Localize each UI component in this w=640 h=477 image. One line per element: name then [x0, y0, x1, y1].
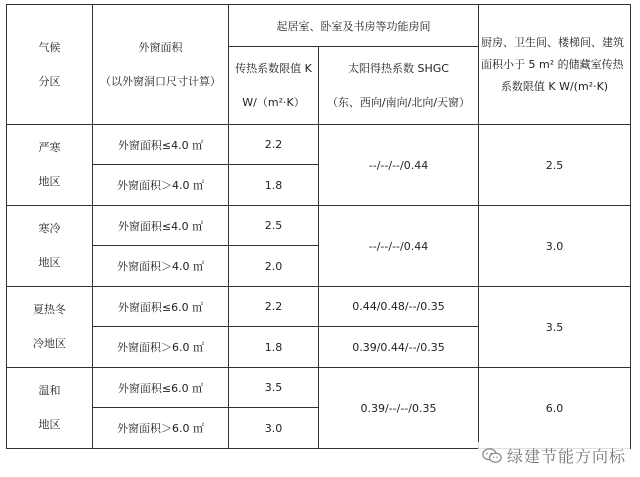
zone-cell: [7, 287, 93, 368]
table-row: [7, 368, 631, 408]
header-other-rooms-line2: 面积小于 5 m² 的储藏室传热: [481, 57, 624, 71]
k-value-cell: 1.8: [229, 327, 319, 368]
zone-line2: 地区: [38, 256, 61, 269]
header-k-limit: [229, 47, 319, 125]
window-area-cell: 外窗面积＞4.0 ㎡: [93, 246, 229, 287]
shgc-cell: --/--/--/0.44: [319, 206, 479, 287]
zone-line1: 寒冷: [38, 222, 61, 235]
k-value-cell: 2.5: [229, 206, 319, 246]
header-shgc: [319, 47, 479, 125]
window-area-cell: 外窗面积＞6.0 ㎡: [93, 408, 229, 449]
zone-line1: 温和: [38, 384, 61, 397]
window-area-cell: 外窗面积＞4.0 ㎡: [93, 165, 229, 206]
shgc-cell: --/--/--/0.44: [319, 125, 479, 206]
k-value-cell: 3.0: [229, 408, 319, 449]
other-k-cell: 6.0: [479, 368, 631, 449]
header-window-area-line1: 外窗面积: [138, 40, 183, 54]
zone-line2: 冷地区: [33, 337, 66, 350]
table-row: [7, 125, 631, 165]
k-value-cell: 2.0: [229, 246, 319, 287]
other-k-cell: 3.0: [479, 206, 631, 287]
header-k-limit-line2: W/（m²·K）: [242, 95, 305, 109]
zone-cell: [7, 368, 93, 449]
window-area-cell: 外窗面积≤6.0 ㎡: [93, 287, 229, 327]
header-window-area-line2: （以外窗洞口尺寸计算）: [100, 74, 221, 88]
header-other-rooms-line3: 系数限值 K W/(m²·K): [500, 79, 609, 93]
shgc-cell: 0.39/0.44/--/0.35: [319, 327, 479, 368]
zone-line1: 严寒: [38, 141, 61, 154]
zone-line2: 地区: [38, 175, 61, 188]
window-area-cell: 外窗面积≤4.0 ㎡: [93, 206, 229, 246]
header-climate-zone-line1: 气候: [38, 40, 61, 54]
zone-line1: 夏热冬: [33, 303, 66, 316]
header-climate-zone: [7, 5, 93, 125]
zone-line2: 地区: [38, 418, 61, 431]
header-other-rooms: [479, 5, 631, 125]
k-value-cell: 2.2: [229, 125, 319, 165]
header-shgc-line2: （东、西向/南向/北向/天窗）: [326, 95, 471, 109]
header-shgc-line1: 太阳得热系数 SHGC: [348, 61, 449, 75]
window-area-cell: 外窗面积＞6.0 ㎡: [93, 327, 229, 368]
shgc-cell: 0.44/0.48/--/0.35: [319, 287, 479, 327]
table-row: [7, 206, 631, 246]
thermal-standards-table: [6, 4, 631, 449]
watermark-text: 绿建节能方向标: [506, 447, 626, 466]
k-value-cell: 2.2: [229, 287, 319, 327]
header-k-limit-line1: 传热系数限值 K: [235, 61, 312, 75]
window-area-cell: 外窗面积≤4.0 ㎡: [93, 125, 229, 165]
k-value-cell: 3.5: [229, 368, 319, 408]
table-row: [7, 287, 631, 327]
zone-cell: [7, 125, 93, 206]
other-k-cell: 3.5: [479, 287, 631, 368]
header-living-rooms: 起居室、卧室及书房等功能房间: [229, 5, 479, 47]
header-row-1: [7, 5, 631, 47]
header-climate-zone-line2: 分区: [38, 74, 61, 88]
header-window-area: [93, 5, 229, 125]
wechat-icon: [482, 447, 502, 465]
other-k-cell: 2.5: [479, 125, 631, 206]
window-area-cell: 外窗面积≤6.0 ㎡: [93, 368, 229, 408]
k-value-cell: 1.8: [229, 165, 319, 206]
header-other-rooms-line1: 厨房、卫生间、楼梯间、建筑: [481, 35, 624, 49]
shgc-cell: 0.39/--/--/0.35: [319, 368, 479, 449]
watermark: [478, 442, 630, 469]
zone-cell: [7, 206, 93, 287]
